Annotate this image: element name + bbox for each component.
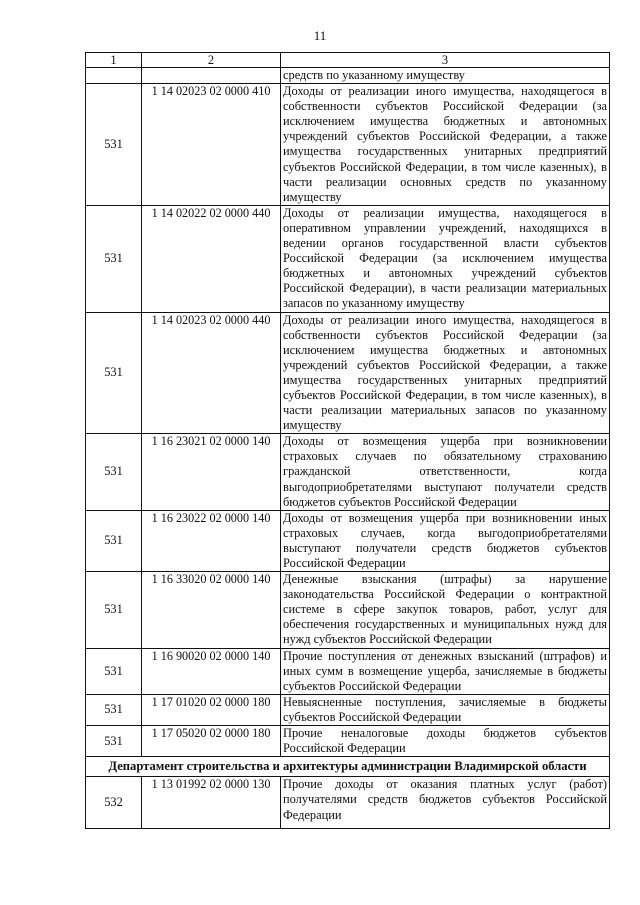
admin-code-cell — [86, 68, 142, 84]
revenue-code-cell: 1 14 02023 02 0000 440 — [142, 312, 281, 434]
page-number: 11 — [313, 28, 327, 43]
table-row — [86, 694, 610, 725]
admin-code-cell: 531 — [86, 726, 142, 757]
table-row — [86, 648, 610, 694]
table-row — [86, 434, 610, 510]
description-cell: Прочие поступления от денежных взысканий (штрафов) и иных сумм в возмещение ущерба, зачисляемые в бюджеты субъектов Российской Федерации — [281, 648, 610, 694]
description-cell: Доходы от реализации иного имущества, находящегося в собственности субъектов Российской Федерации (за исключением имущества бюджетных и автономных учреждений субъектов Российской Федерации, а также имущества государственных унитарных предприятий субъектов Российской Федерации, в том числе казенных), в части реализации основных средств по указанному имуществу — [281, 84, 610, 206]
table-header-row — [86, 53, 610, 68]
revenue-code-cell: 1 13 01992 02 0000 130 — [142, 777, 281, 829]
column-header-3: 3 — [281, 53, 610, 68]
admin-code-cell: 531 — [86, 84, 142, 206]
description-cell: Доходы от возмещения ущерба при возникновении страховых случаев по обязательному страхованию гражданской ответственности, когда выгодоприобретателями выступают получатели средств бюджетов субъектов Российской Федерации — [281, 434, 610, 510]
table-row — [86, 312, 610, 434]
admin-code-cell: 532 — [86, 777, 142, 829]
description-cell: Доходы от возмещения ущерба при возникновении иных страховых случаев, когда выгодоприобретателями выступают получатели средств бюджетов субъектов Российской Федерации — [281, 510, 610, 571]
description-cell: средств по указанному имуществу — [281, 68, 610, 84]
table-row — [86, 205, 610, 312]
description-cell: Прочие доходы от оказания платных услуг (работ) получателями средств бюджетов субъектов Российской Федерации — [281, 777, 610, 829]
admin-code-cell: 531 — [86, 205, 142, 312]
admin-code-cell: 531 — [86, 312, 142, 434]
table-row — [86, 777, 610, 829]
column-header-1: 1 — [86, 53, 142, 68]
table-row — [86, 68, 610, 84]
description-cell: Доходы от реализации имущества, находящегося в оперативном управлении учреждений, находящихся в ведении органов государственной власти субъектов Российской Федерации (за исключением имущества бюджетных и автономных учреждений субъектов Российской Федерации), в части реализации материальных запасов по указанному имуществу — [281, 205, 610, 312]
revenue-code-cell: 1 16 90020 02 0000 140 — [142, 648, 281, 694]
column-header-2: 2 — [142, 53, 281, 68]
revenue-code-cell: 1 14 02022 02 0000 440 — [142, 205, 281, 312]
revenue-code-table — [85, 52, 610, 829]
admin-code-cell: 531 — [86, 648, 142, 694]
admin-code-cell: 531 — [86, 434, 142, 510]
table-row — [86, 84, 610, 206]
admin-code-cell: 531 — [86, 510, 142, 571]
revenue-code-cell: 1 16 23022 02 0000 140 — [142, 510, 281, 571]
section-heading-row — [86, 757, 610, 777]
revenue-code-cell: 1 16 23021 02 0000 140 — [142, 434, 281, 510]
department-heading: Департамент строительства и архитектуры администрации Владимирской области — [86, 757, 610, 777]
table-row — [86, 510, 610, 571]
revenue-code-cell: 1 17 05020 02 0000 180 — [142, 726, 281, 757]
description-cell: Прочие неналоговые доходы бюджетов субъектов Российской Федерации — [281, 726, 610, 757]
table-row — [86, 726, 610, 757]
admin-code-cell: 531 — [86, 694, 142, 725]
revenue-code-cell: 1 16 33020 02 0000 140 — [142, 572, 281, 648]
table-row — [86, 572, 610, 648]
description-cell: Денежные взыскания (штрафы) за нарушение законодательства Российской Федерации о контрактной системе в сфере закупок товаров, работ, услуг для обеспечения государственных и муниципальных нужд для нужд субъектов Российской Федерации — [281, 572, 610, 648]
revenue-code-cell: 1 14 02023 02 0000 410 — [142, 84, 281, 206]
description-cell: Невыясненные поступления, зачисляемые в бюджеты субъектов Российской Федерации — [281, 694, 610, 725]
admin-code-cell: 531 — [86, 572, 142, 648]
description-cell: Доходы от реализации иного имущества, находящегося в собственности субъектов Российской Федерации (за исключением имущества бюджетных и автономных учреждений субъектов Российской Федерации, а также имущества государственных унитарных предприятий субъектов Российской Федерации, в том числе казенных), в части реализации материальных запасов по указанному имуществу — [281, 312, 610, 434]
revenue-code-cell — [142, 68, 281, 84]
revenue-code-cell: 1 17 01020 02 0000 180 — [142, 694, 281, 725]
